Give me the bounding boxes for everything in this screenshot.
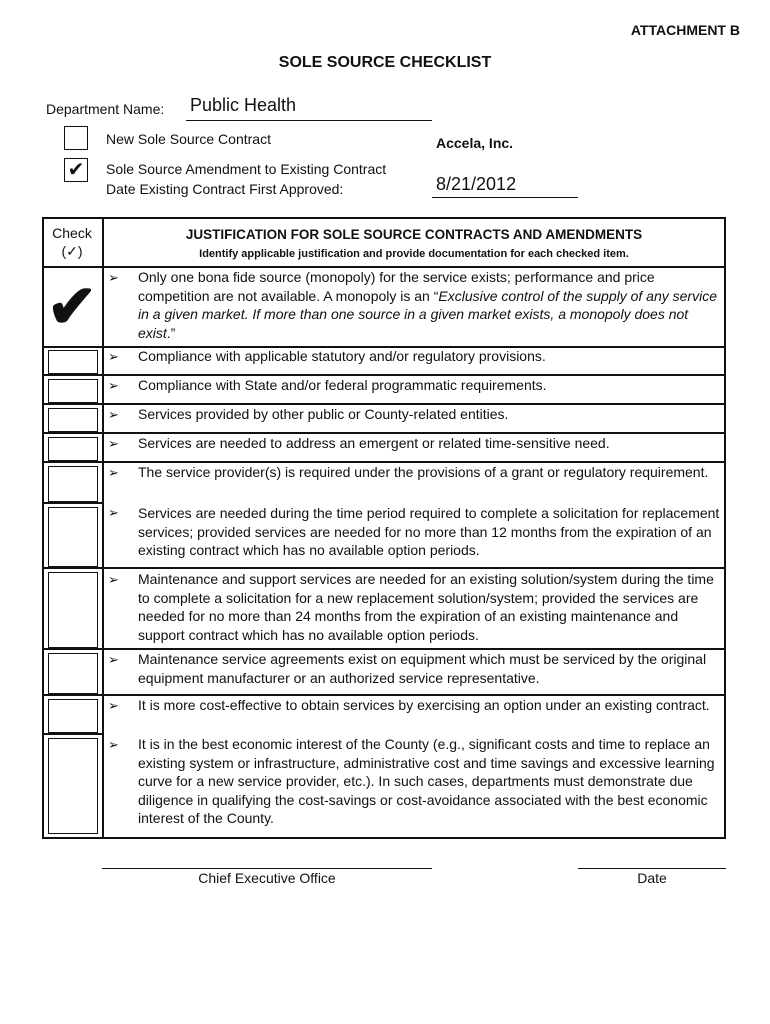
signature-date-label: Date: [637, 870, 667, 886]
justification-item-5: Services are needed to address an emergent or related time-sensitive need.: [138, 435, 610, 451]
bullet-arrow-icon: ➢: [108, 349, 119, 364]
new-contract-checkbox[interactable]: [64, 126, 88, 150]
check-header-label: Check: [52, 225, 92, 241]
justification-item-9: Maintenance service agreements exist on equipment which must be serviced by the original equipment manufacturer or an authorized service representative.: [138, 651, 707, 686]
row-divider: [42, 502, 102, 504]
signature-date-line[interactable]: [578, 868, 726, 869]
item-1-text-a: Only one bona fide source (monopoly) for the service exists; performance and price competition are not available. A monopoly is an “: [138, 269, 655, 304]
approved-date-underline: [432, 197, 578, 198]
item-1-checkbox[interactable]: ✔: [46, 273, 98, 340]
justification-title: JUSTIFICATION FOR SOLE SOURCE CONTRACTS AND AMENDMENTS: [185, 227, 643, 242]
item-10-checkbox[interactable]: [48, 699, 98, 733]
bullet-arrow-icon: ➢: [108, 407, 119, 422]
justification-item-10: It is more cost-effective to obtain services by exercising an option under an existing contract.: [138, 697, 710, 713]
table-column-divider: [102, 217, 104, 839]
bullet-arrow-icon: ➢: [108, 378, 119, 393]
item-11-checkbox[interactable]: [48, 738, 98, 834]
bullet-arrow-icon: ➢: [108, 270, 119, 285]
page-title: SOLE SOURCE CHECKLIST: [278, 54, 492, 71]
justification-item-8: Maintenance and support services are needed for an existing solution/system during the time to complete a solicitation for a new replacement solution/system; provided the services are needed for no more than 24 months from the expiration of an existing maintenance and support contract which has no available option periods.: [138, 571, 714, 643]
item-9-checkbox[interactable]: [48, 653, 98, 694]
new-contract-label: New Sole Source Contract: [106, 131, 271, 147]
bullet-arrow-icon: ➢: [108, 465, 119, 480]
signature-office-label: Chief Executive Office: [198, 870, 336, 886]
bullet-arrow-icon: ➢: [108, 698, 119, 713]
check-column-header: [42, 224, 102, 260]
item-1-text-c: .”: [166, 324, 176, 341]
item-8-checkbox[interactable]: [48, 572, 98, 648]
item-6-checkbox[interactable]: [48, 466, 98, 502]
amendment-label: Sole Source Amendment to Existing Contract: [106, 161, 387, 177]
justification-item-6: The service provider(s) is required under the provisions of a grant or regulatory requirement.: [138, 464, 709, 480]
item-7-checkbox[interactable]: [48, 507, 98, 567]
justification-item-3: Compliance with State and/or federal programmatic requirements.: [138, 377, 547, 393]
row-divider: [42, 567, 726, 569]
item-2-checkbox[interactable]: [48, 350, 98, 374]
bullet-arrow-icon: ➢: [108, 737, 119, 752]
justification-item-4: Services provided by other public or County-related entities.: [138, 406, 509, 422]
amendment-checkbox[interactable]: ✔: [64, 158, 88, 182]
item-4-checkbox[interactable]: [48, 408, 98, 432]
bullet-arrow-icon: ➢: [108, 652, 119, 667]
bullet-arrow-icon: ➢: [108, 436, 119, 451]
bullet-arrow-icon: ➢: [108, 505, 119, 520]
approved-date-label: Date Existing Contract First Approved:: [106, 181, 344, 197]
justification-item-7: Services are needed during the time period required to complete a solicitation for replacement services; provided services are needed for no more than 12 months from the expiration of an existing contract which has no available option periods.: [138, 505, 720, 558]
justification-item-2: Compliance with applicable statutory and/or regulatory provisions.: [138, 348, 546, 364]
row-divider: [42, 733, 102, 735]
justification-item-1: [138, 268, 724, 342]
item-1-text-quote: Exclusive control of the supply of any service in a given market. If more than one source in a given market exists, a monopoly does not exist: [138, 287, 717, 341]
department-label: Department Name:: [46, 101, 165, 117]
bullet-arrow-icon: ➢: [108, 572, 119, 587]
signature-line[interactable]: [102, 868, 432, 869]
vendor-name: Accela, Inc.: [436, 135, 514, 151]
item-5-checkbox[interactable]: [48, 437, 98, 461]
justification-item-11: It is in the best economic interest of the County (e.g., significant costs and time to replace an existing system or infrastructure, administrative cost and time savings and excessive learning curve for a new service provider, etc.). In such cases, departments must demonstrate due diligence in qualifying the cost-savings or cost-avoidance associated with the best economic interest of the County.: [138, 736, 715, 826]
justification-subtitle: Identify applicable justification and provide documentation for each checked item.: [199, 248, 629, 260]
department-underline: [186, 120, 432, 121]
item-3-checkbox[interactable]: [48, 379, 98, 403]
approved-date-field[interactable]: 8/21/2012: [436, 174, 517, 194]
attachment-label: ATTACHMENT B: [630, 22, 740, 38]
check-header-symbol: (✓): [61, 243, 83, 259]
department-field[interactable]: Public Health: [190, 95, 297, 115]
